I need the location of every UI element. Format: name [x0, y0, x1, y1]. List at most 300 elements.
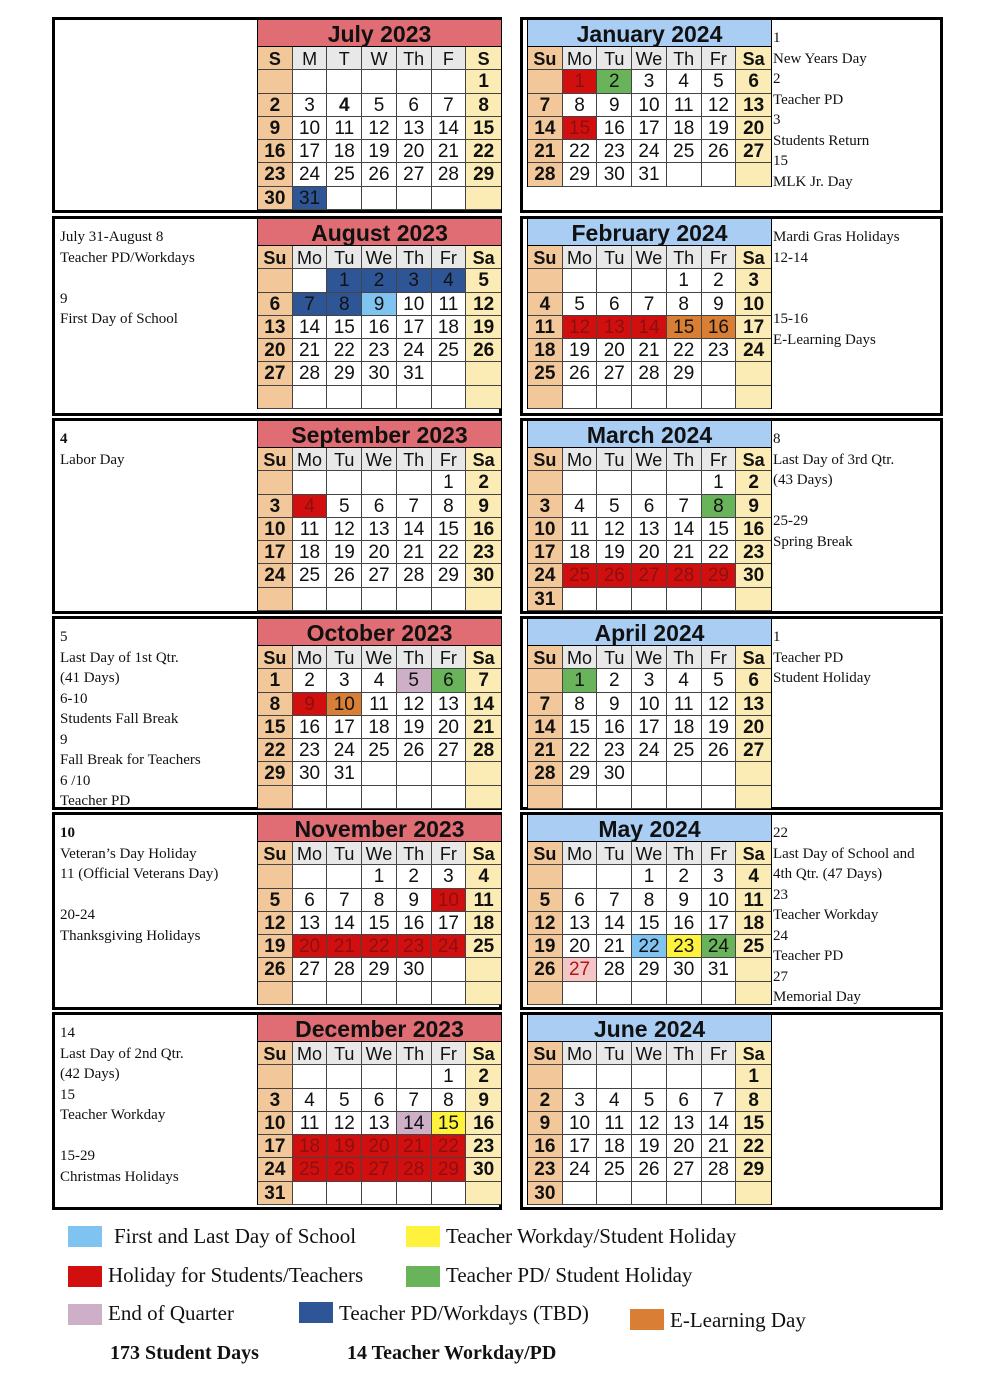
day-cell: 4 — [667, 70, 702, 93]
day-cell: 20 — [258, 339, 293, 362]
day-cell: 16 — [466, 518, 501, 541]
day-cell: 9 — [528, 1112, 563, 1135]
day-cell: 12 — [327, 518, 362, 541]
weekday-header: Su — [528, 646, 563, 669]
day-cell: 21 — [667, 541, 702, 564]
day-cell: 5 — [528, 889, 563, 912]
day-cell: 8 — [258, 693, 293, 716]
legend-tbd: Teacher PD/Workdays (TBD) — [339, 1301, 589, 1325]
empty-cell — [397, 1065, 432, 1088]
note-line: Veteran’s Day Holiday — [60, 845, 197, 862]
empty-cell — [702, 982, 737, 1005]
day-cell: 20 — [736, 117, 771, 140]
note-line: 15 — [773, 153, 788, 169]
empty-cell — [397, 982, 432, 1005]
legend-swatch-workday — [406, 1226, 440, 1247]
weekday-header: Mo — [563, 448, 598, 471]
empty-cell — [702, 588, 737, 611]
day-cell: 7 — [632, 293, 667, 316]
day-cell: 18 — [327, 140, 362, 163]
day-cell: 8 — [702, 495, 737, 518]
weekday-header: Su — [258, 842, 293, 865]
day-cell: 22 — [563, 739, 598, 762]
day-cell: 21 — [432, 140, 467, 163]
weekday-header: Mo — [563, 842, 598, 865]
day-grid — [258, 246, 501, 409]
legend-workday: Teacher Workday/Student Holiday — [446, 1224, 737, 1248]
day-cell: 15 — [258, 716, 293, 739]
day-cell: 23 — [293, 739, 328, 762]
day-grid — [258, 842, 501, 1005]
day-cell: 4 — [362, 669, 397, 692]
day-cell: 7 — [397, 495, 432, 518]
empty-cell — [466, 1182, 501, 1205]
weekday-header: Tu — [597, 842, 632, 865]
day-cell: 29 — [563, 163, 598, 186]
empty-cell — [258, 588, 293, 611]
day-cell: 8 — [362, 889, 397, 912]
day-cell: 5 — [563, 293, 598, 316]
empty-cell — [597, 471, 632, 494]
left-month-block — [52, 812, 502, 1010]
note-line: 8 — [773, 431, 781, 447]
day-cell: 25 — [597, 1158, 632, 1181]
day-cell: 29 — [466, 163, 501, 186]
empty-cell — [736, 786, 771, 809]
note-line: 15-29 — [60, 1148, 95, 1164]
notes-left-notes — [60, 227, 195, 330]
legend-swatch-eq — [68, 1304, 102, 1325]
day-cell: 18 — [597, 1135, 632, 1158]
note-line: New Years Day — [773, 50, 867, 67]
month-title: December 2023 — [258, 1015, 501, 1042]
day-grid — [528, 1042, 771, 1205]
day-cell: 22 — [632, 935, 667, 958]
empty-cell — [632, 982, 667, 1005]
note-line: 27 — [773, 968, 788, 985]
day-cell: 7 — [466, 669, 501, 692]
weekday-header: Tu — [597, 246, 632, 269]
day-cell: 15 — [563, 716, 598, 739]
day-cell: 9 — [466, 1089, 501, 1112]
day-cell: 29 — [702, 564, 737, 587]
empty-cell — [293, 982, 328, 1005]
weekday-header: Mo — [293, 1042, 328, 1065]
day-cell: 11 — [466, 889, 501, 912]
day-cell: 27 — [362, 564, 397, 587]
day-cell: 9 — [597, 94, 632, 117]
empty-cell — [528, 386, 563, 409]
day-cell: 1 — [466, 70, 501, 93]
month-calendar — [257, 219, 502, 409]
empty-cell — [702, 163, 737, 186]
note-line — [60, 885, 218, 906]
month-calendar — [527, 20, 772, 187]
day-cell: 20 — [632, 541, 667, 564]
empty-cell — [397, 471, 432, 494]
day-cell: 7 — [528, 94, 563, 117]
day-cell: 14 — [632, 316, 667, 339]
day-cell: 15 — [432, 1112, 467, 1135]
day-cell: 28 — [597, 958, 632, 981]
day-cell: 15 — [327, 316, 362, 339]
day-cell: 24 — [632, 739, 667, 762]
day-cell: 26 — [702, 140, 737, 163]
day-cell: 15 — [667, 316, 702, 339]
day-cell: 24 — [293, 163, 328, 186]
day-cell: 30 — [466, 1158, 501, 1181]
day-cell: 23 — [362, 339, 397, 362]
note-line: Spring Break — [773, 533, 853, 550]
empty-cell — [528, 269, 563, 292]
day-cell: 20 — [667, 1135, 702, 1158]
legend-swatch-first-last — [68, 1226, 102, 1247]
day-cell: 9 — [362, 293, 397, 316]
day-cell: 19 — [632, 1135, 667, 1158]
day-cell: 4 — [563, 495, 598, 518]
day-cell: 7 — [597, 889, 632, 912]
empty-cell — [466, 386, 501, 409]
weekday-header: S — [258, 47, 293, 70]
empty-cell — [736, 762, 771, 785]
day-cell: 14 — [432, 117, 467, 140]
day-cell: 21 — [632, 339, 667, 362]
day-cell: 29 — [432, 564, 467, 587]
day-cell: 10 — [327, 693, 362, 716]
day-cell: 27 — [632, 564, 667, 587]
day-cell: 30 — [258, 187, 293, 210]
day-cell: 25 — [528, 362, 563, 385]
day-cell: 12 — [597, 518, 632, 541]
left-month-block — [52, 17, 502, 213]
day-cell: 31 — [528, 588, 563, 611]
day-cell: 2 — [528, 1089, 563, 1112]
day-cell: 13 — [258, 316, 293, 339]
empty-cell — [293, 471, 328, 494]
weekday-header: S — [466, 47, 501, 70]
day-cell: 21 — [327, 935, 362, 958]
day-cell: 10 — [736, 293, 771, 316]
note-line: Students Fall Break — [60, 711, 179, 727]
day-cell: 1 — [667, 269, 702, 292]
day-cell: 15 — [362, 912, 397, 935]
empty-cell — [702, 786, 737, 809]
day-cell: 17 — [632, 117, 667, 140]
empty-cell — [667, 982, 702, 1005]
weekday-header: Sa — [466, 646, 501, 669]
day-cell: 18 — [466, 912, 501, 935]
note-line: 2 — [773, 71, 781, 87]
note-line: Teacher PD — [773, 649, 844, 666]
note-line: MLK Jr. Day — [773, 173, 853, 190]
note-line: 1 — [773, 30, 781, 46]
empty-cell — [327, 1182, 362, 1205]
day-cell: 30 — [466, 564, 501, 587]
empty-cell — [597, 1182, 632, 1205]
day-cell: 23 — [466, 541, 501, 564]
empty-cell — [528, 786, 563, 809]
day-cell: 3 — [702, 865, 737, 888]
weekday-header: Sa — [736, 246, 771, 269]
day-cell: 5 — [632, 1089, 667, 1112]
month-title: June 2024 — [528, 1015, 771, 1042]
day-cell: 26 — [327, 1158, 362, 1181]
day-cell: 3 — [258, 1089, 293, 1112]
empty-cell — [327, 386, 362, 409]
note-line: Memorial Day — [773, 989, 861, 1005]
day-cell: 9 — [397, 889, 432, 912]
day-cell: 29 — [327, 362, 362, 385]
empty-cell — [432, 187, 467, 210]
day-cell: 15 — [563, 117, 598, 140]
day-cell: 19 — [466, 316, 501, 339]
day-cell: 11 — [293, 518, 328, 541]
weekday-header: Th — [397, 842, 432, 865]
day-cell: 8 — [736, 1089, 771, 1112]
day-cell: 17 — [397, 316, 432, 339]
empty-cell — [597, 269, 632, 292]
day-grid — [258, 47, 501, 210]
empty-cell — [397, 386, 432, 409]
weekday-header: We — [632, 646, 667, 669]
day-cell: 12 — [632, 1112, 667, 1135]
day-cell: 21 — [466, 716, 501, 739]
weekday-header: Th — [667, 1042, 702, 1065]
day-cell: 18 — [362, 716, 397, 739]
left-month-block — [52, 616, 502, 810]
note-line: Teacher PD — [60, 793, 131, 809]
day-cell: 11 — [736, 889, 771, 912]
notes-left-notes — [60, 627, 201, 812]
empty-cell — [667, 1065, 702, 1088]
month-calendar — [527, 619, 772, 809]
day-cell: 21 — [702, 1135, 737, 1158]
day-cell: 22 — [327, 339, 362, 362]
empty-cell — [293, 786, 328, 809]
day-cell: 28 — [397, 1158, 432, 1181]
day-cell: 9 — [702, 293, 737, 316]
empty-cell — [632, 588, 667, 611]
day-cell: 4 — [293, 495, 328, 518]
day-cell: 11 — [667, 693, 702, 716]
day-cell: 8 — [432, 1089, 467, 1112]
day-cell: 15 — [632, 912, 667, 935]
day-cell: 14 — [327, 912, 362, 935]
weekday-header: Mo — [563, 646, 598, 669]
notes-left-notes — [60, 823, 218, 946]
note-line: E-Learning Days — [773, 331, 876, 348]
day-cell: 10 — [563, 1112, 598, 1135]
day-cell: 6 — [563, 889, 598, 912]
weekday-header: Sa — [466, 448, 501, 471]
day-cell: 16 — [667, 912, 702, 935]
day-cell: 11 — [432, 293, 467, 316]
empty-cell — [528, 669, 563, 692]
day-cell: 23 — [667, 935, 702, 958]
empty-cell — [432, 386, 467, 409]
day-cell: 12 — [397, 693, 432, 716]
day-cell: 9 — [736, 495, 771, 518]
day-cell: 10 — [528, 518, 563, 541]
weekday-header: Sa — [736, 646, 771, 669]
weekday-header: We — [632, 842, 667, 865]
note-line: 6-10 — [60, 690, 88, 707]
empty-cell — [632, 762, 667, 785]
day-cell: 23 — [466, 1135, 501, 1158]
day-cell: 16 — [397, 912, 432, 935]
day-grid — [528, 448, 771, 611]
empty-cell — [702, 1182, 737, 1205]
day-cell: 25 — [466, 935, 501, 958]
month-calendar — [527, 219, 772, 409]
empty-cell — [327, 471, 362, 494]
legend-eq: End of Quarter — [108, 1301, 234, 1325]
day-cell: 14 — [667, 518, 702, 541]
empty-cell — [466, 588, 501, 611]
day-cell: 26 — [327, 564, 362, 587]
empty-cell — [597, 982, 632, 1005]
note-line: Teacher Workday — [60, 1107, 166, 1123]
month-title: July 2023 — [258, 20, 501, 47]
note-line: 23 — [773, 886, 788, 903]
weekday-header: Th — [667, 646, 702, 669]
day-cell: 25 — [293, 564, 328, 587]
month-calendar — [257, 1015, 502, 1205]
weekday-header: Fr — [702, 646, 737, 669]
day-cell: 8 — [667, 293, 702, 316]
day-cell: 6 — [597, 293, 632, 316]
empty-cell — [293, 1065, 328, 1088]
empty-cell — [736, 958, 771, 981]
day-cell: 16 — [293, 716, 328, 739]
weekday-header: Tu — [597, 646, 632, 669]
day-cell: 29 — [432, 1158, 467, 1181]
day-cell: 17 — [258, 541, 293, 564]
empty-cell — [667, 1182, 702, 1205]
day-cell: 11 — [563, 518, 598, 541]
day-cell: 22 — [258, 739, 293, 762]
day-cell: 29 — [563, 762, 598, 785]
month-calendar — [257, 815, 502, 1005]
day-cell: 7 — [667, 495, 702, 518]
day-cell: 29 — [736, 1158, 771, 1181]
empty-cell — [667, 386, 702, 409]
weekday-header: Su — [528, 47, 563, 70]
day-cell: 3 — [632, 669, 667, 692]
day-cell: 20 — [597, 339, 632, 362]
day-cell: 31 — [293, 187, 328, 210]
day-cell: 16 — [362, 316, 397, 339]
empty-cell — [293, 1182, 328, 1205]
day-cell: 9 — [466, 495, 501, 518]
day-cell: 31 — [702, 958, 737, 981]
day-cell: 27 — [397, 163, 432, 186]
day-cell: 4 — [736, 865, 771, 888]
day-cell: 9 — [597, 693, 632, 716]
day-cell: 12 — [362, 117, 397, 140]
weekday-header: Fr — [702, 246, 737, 269]
empty-cell — [702, 762, 737, 785]
empty-cell — [466, 982, 501, 1005]
empty-cell — [397, 762, 432, 785]
note-line: 12-14 — [773, 249, 808, 266]
note-line: 11 (Official Veterans Day) — [60, 866, 219, 882]
weekday-header: Fr — [432, 448, 467, 471]
day-cell: 24 — [528, 564, 563, 587]
day-cell: 5 — [362, 94, 397, 117]
weekday-header: Th — [667, 842, 702, 865]
day-cell: 23 — [397, 935, 432, 958]
empty-cell — [327, 1065, 362, 1088]
day-cell: 25 — [667, 739, 702, 762]
month-title: April 2024 — [528, 619, 771, 646]
day-cell: 6 — [362, 1089, 397, 1112]
day-cell: 8 — [432, 495, 467, 518]
empty-cell — [667, 471, 702, 494]
note-line: Christmas Holidays — [60, 1168, 179, 1185]
day-cell: 26 — [466, 339, 501, 362]
empty-cell — [632, 786, 667, 809]
note-line: 9 — [60, 290, 68, 307]
day-cell: 24 — [258, 564, 293, 587]
day-cell: 30 — [293, 762, 328, 785]
day-cell: 2 — [466, 1065, 501, 1088]
empty-cell — [632, 1182, 667, 1205]
day-cell: 22 — [432, 1135, 467, 1158]
note-line: 5 — [60, 629, 68, 645]
right-month-block — [520, 17, 943, 213]
month-title: September 2023 — [258, 421, 501, 448]
weekday-header: We — [362, 646, 397, 669]
weekday-header: We — [362, 842, 397, 865]
empty-cell — [632, 269, 667, 292]
day-cell: 1 — [432, 1065, 467, 1088]
weekday-header: Sa — [466, 842, 501, 865]
weekday-header: W — [362, 47, 397, 70]
day-cell: 17 — [327, 716, 362, 739]
day-cell: 13 — [597, 316, 632, 339]
note-line — [773, 289, 900, 310]
day-cell: 9 — [293, 693, 328, 716]
empty-cell — [362, 386, 397, 409]
empty-cell — [736, 1182, 771, 1205]
day-cell: 22 — [736, 1135, 771, 1158]
day-cell: 21 — [293, 339, 328, 362]
day-cell: 7 — [397, 1089, 432, 1112]
empty-cell — [432, 958, 467, 981]
empty-cell — [702, 1065, 737, 1088]
day-cell: 31 — [397, 362, 432, 385]
day-cell: 15 — [736, 1112, 771, 1135]
day-cell: 4 — [293, 1089, 328, 1112]
day-cell: 1 — [563, 669, 598, 692]
day-cell: 17 — [563, 1135, 598, 1158]
day-cell: 10 — [397, 293, 432, 316]
note-line: 22 — [773, 825, 788, 841]
day-cell: 22 — [702, 541, 737, 564]
note-line: Labor Day — [60, 451, 125, 468]
day-cell: 30 — [528, 1182, 563, 1205]
note-line — [60, 1126, 184, 1147]
legend-first-last: First and Last Day of School — [114, 1224, 357, 1248]
day-cell: 4 — [432, 269, 467, 292]
day-cell: 16 — [528, 1135, 563, 1158]
day-cell: 14 — [293, 316, 328, 339]
day-cell: 19 — [397, 716, 432, 739]
weekday-header: Sa — [736, 842, 771, 865]
empty-cell — [397, 187, 432, 210]
month-calendar — [527, 815, 772, 1005]
